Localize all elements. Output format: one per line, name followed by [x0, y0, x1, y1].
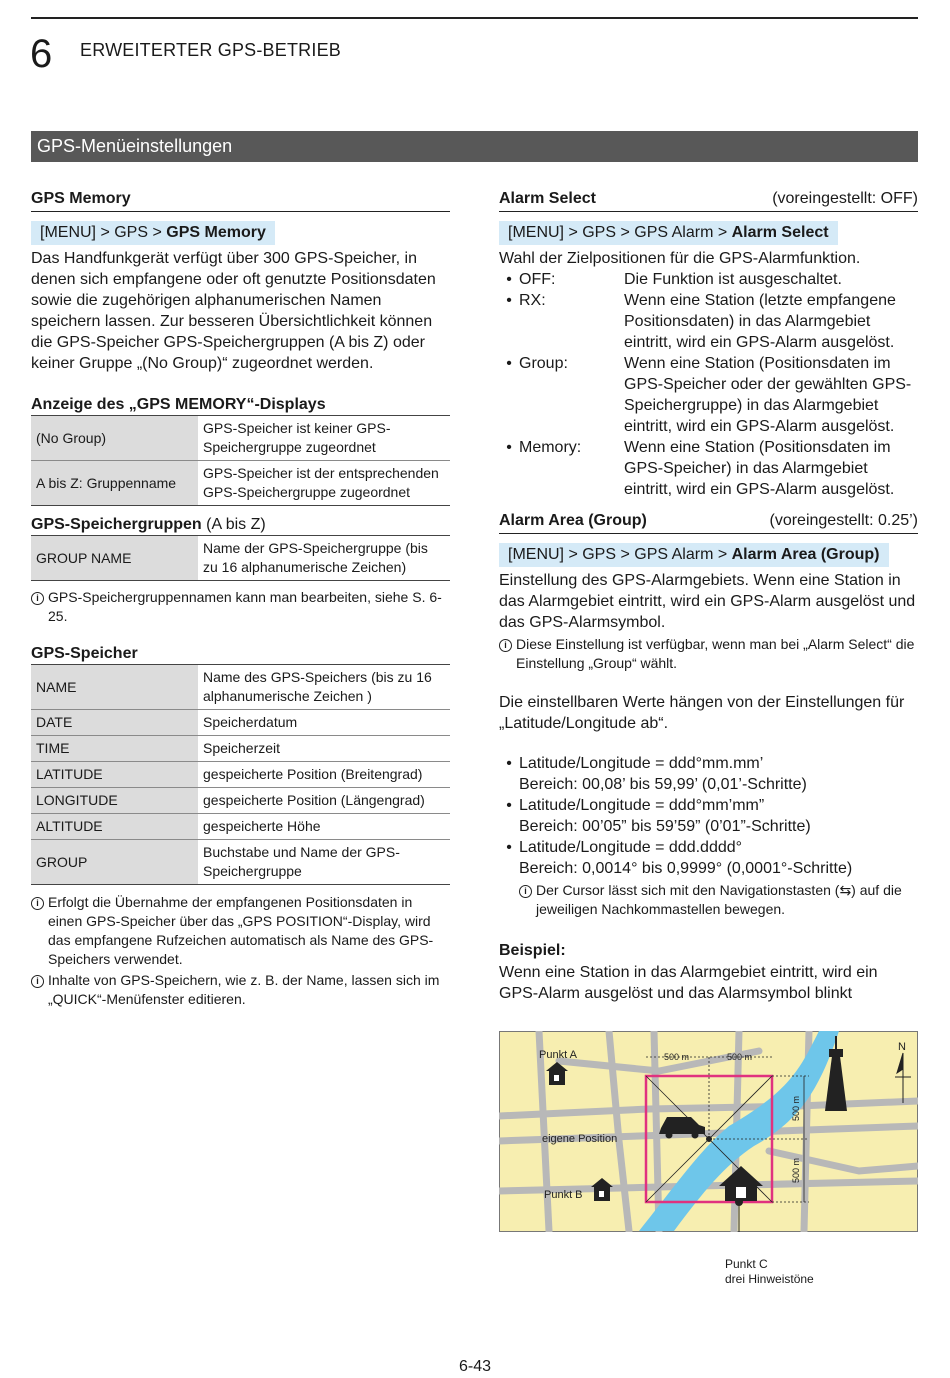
table-row: [31, 814, 450, 840]
table-key: GROUP NAME: [31, 536, 198, 581]
table-value: Name der GPS-Speichergruppe (bis zu 16 alphanumerische Zeichen): [198, 536, 450, 581]
label-north: N: [898, 1041, 906, 1053]
gps-memory-menu-path: [MENU] > GPS > GPS Memory: [31, 221, 275, 245]
info-icon: i: [31, 975, 44, 988]
table-row: [31, 736, 450, 762]
option-rx: • RX: Wenn eine Station (letzte empfangene Positionsdaten) in das Alarmgebiet eintritt, wird ein GPS-Alarm ausgelöst.: [506, 292, 896, 351]
memory-table: [31, 664, 450, 885]
alarm-area-heading: Alarm Area (Group) (voreingestellt: 0.25’): [499, 510, 918, 534]
table-key: GROUP: [31, 840, 198, 885]
section-title: GPS-Menüeinstellungen: [31, 131, 918, 162]
table-key: (No Group): [31, 416, 198, 461]
table-row: [31, 762, 450, 788]
table-row: [31, 665, 450, 710]
display-heading: Anzeige des „GPS MEMORY“-Displays: [31, 396, 326, 413]
alarm-area-default: (voreingestellt: 0.25’): [769, 512, 918, 529]
alarm-area-map: [499, 1031, 918, 1232]
table-key: DATE: [31, 710, 198, 736]
table-key: TIME: [31, 736, 198, 762]
table-value: GPS-Speicher ist der entsprechenden GPS-Speichergruppe zugeordnet: [198, 461, 450, 506]
alarm-area-description: Einstellung des GPS-Alarmgebiets. Wenn eine Station in das Alarmgebiet eintritt, wird ein GPS-Alarm ausgelöst und das GPS-Alarmsymbol.: [499, 572, 916, 631]
table-row: [31, 536, 450, 581]
table-row: [31, 416, 450, 461]
table-row: [31, 840, 450, 885]
option-memory: • Memory: Wenn eine Station (Positionsdaten im GPS-Speicher) in das Alarmgebiet eintritt, wird ein GPS-Alarm ausgelöst.: [506, 439, 895, 498]
label-punkt-b: Punkt B: [544, 1189, 583, 1201]
list-item: • Latitude/Longitude = ddd°mm.mm’ Bereich: 00,08’ bis 59,99’ (0,01’-Schritte): [506, 755, 807, 793]
list-item: • Latitude/Longitude = ddd°mm’mm” Bereich: 00’05” bis 59’59” (0’01”-Schritte): [506, 797, 811, 835]
table-value: Speicherdatum: [198, 710, 450, 736]
map-graphic: [499, 1031, 918, 1232]
values-intro: Die einstellbaren Werte hängen von der Einstellungen für „Latitude/Longitude ab“.: [499, 694, 905, 732]
alarm-select-heading: Alarm Select (voreingestellt: OFF): [499, 188, 918, 212]
table-key: NAME: [31, 665, 198, 710]
example-heading: Beispiel:: [499, 942, 566, 959]
table-value: gespeicherte Höhe: [198, 814, 450, 840]
memory-note-2: i Inhalte von GPS-Speichern, wie z. B. der Name, lassen sich im „QUICK“-Menüfenster editieren.: [31, 971, 450, 1009]
alarm-select-intro: Wahl der Zielpositionen für die GPS-Alarmfunktion.: [499, 250, 861, 267]
table-key: LONGITUDE: [31, 788, 198, 814]
table-value: Name des GPS-Speichers (bis zu 16 alphanumerische Zeichen ): [198, 665, 450, 710]
table-value: gespeicherte Position (Breitengrad): [198, 762, 450, 788]
example-text: Wenn eine Station in das Alarmgebiet eintritt, wird ein GPS-Alarm ausgelöst und das Alarmsymbol blinkt: [499, 964, 878, 1002]
label-500m-right-lower: 500 m: [791, 1157, 801, 1183]
option-group: • Group: Wenn eine Station (Positionsdaten im GPS-Speicher oder der gewählten GPS-Speichergruppe) in das Alarmgebiet eintritt, wird ein GPS-Alarm ausgelöst.: [506, 355, 912, 435]
chapter-number: 6: [30, 32, 53, 76]
punkt-c-caption: [725, 1257, 814, 1287]
alarm-area-menu-path: [MENU] > GPS > GPS Alarm > Alarm Area (Group): [499, 543, 889, 567]
label-beeps: drei Hinweistöne: [725, 1272, 814, 1286]
gps-memory-heading: GPS Memory: [31, 188, 450, 212]
page-number: 6-43: [458, 1358, 492, 1375]
left-column: [31, 188, 450, 1009]
range-list: [499, 753, 918, 879]
label-punkt-c: Punkt C: [725, 1257, 768, 1271]
label-punkt-a: Punkt A: [539, 1049, 577, 1061]
info-icon: i: [31, 897, 44, 910]
chapter-title: ERWEITERTER GPS-BETRIEB: [80, 40, 341, 60]
table-row: [31, 461, 450, 506]
info-icon: i: [519, 885, 532, 898]
table-row: [31, 710, 450, 736]
table-key: ALTITUDE: [31, 814, 198, 840]
memory-heading: GPS-Speicher: [31, 645, 138, 662]
option-off: • OFF: Die Funktion ist ausgeschaltet.: [506, 271, 842, 288]
table-value: gespeicherte Position (Längengrad): [198, 788, 450, 814]
groups-table: [31, 535, 450, 581]
table-key: A bis Z: Gruppenname: [31, 461, 198, 506]
table-value: Speicherzeit: [198, 736, 450, 762]
memory-note-1: i Erfolgt die Übernahme der empfangenen Positionsdaten in einen GPS-Speicher über das „GPS POSITION“-Display, wird das empfangene Rufzeichen automatisch als Name des GPS-Speichers verwendet.: [31, 893, 450, 969]
display-table: [31, 415, 450, 506]
right-column: [499, 188, 918, 1004]
own-position-dot: [706, 1136, 712, 1142]
info-icon: i: [499, 639, 512, 652]
alarm-select-menu-path: [MENU] > GPS > GPS Alarm > Alarm Select: [499, 221, 838, 245]
list-item: • Latitude/Longitude = ddd.dddd° Bereich: 0,0014° bis 0,9999° (0,0001°-Schritte): [506, 839, 853, 877]
groups-heading: GPS-Speichergruppen (A bis Z): [31, 516, 266, 533]
table-value: GPS-Speicher ist keiner GPS-Speichergruppe zugeordnet: [198, 416, 450, 461]
top-rule: [31, 17, 918, 19]
cursor-note: i Der Cursor lässt sich mit den Navigationstasten (⇆) auf die jeweiligen Nachkommastellen bewegen.: [519, 881, 918, 919]
label-500m-top-left: 500 m: [664, 1052, 690, 1062]
table-key: LATITUDE: [31, 762, 198, 788]
alarm-select-default: (voreingestellt: OFF): [772, 190, 918, 207]
alarm-area-note: i Diese Einstellung ist verfügbar, wenn man bei „Alarm Select“ die Einstellung „Group“ wählt.: [499, 635, 918, 673]
label-own-position: eigene Position: [542, 1133, 618, 1145]
table-value: Buchstabe und Name der GPS-Speichergruppe: [198, 840, 450, 885]
gps-memory-description: Das Handfunkgerät verfügt über 300 GPS-Speicher, in denen sich empfangene oder oft genutzte Positionsdaten sowie die zugehörigen alphanumerischen Namen speichern lassen. Zur besseren Übersichtlichkeit können die GPS-Speicher GPS-Speichergruppen (A bis Z) oder keiner Gruppe „(No Group)“ zugeordnet werden.: [31, 250, 436, 372]
table-row: [31, 788, 450, 814]
info-icon: i: [31, 592, 44, 605]
label-500m-top-right: 500 m: [727, 1052, 753, 1062]
groups-note: i GPS-Speichergruppennamen kann man bearbeiten, siehe S. 6-25.: [31, 588, 450, 626]
label-500m-right-upper: 500 m: [791, 1095, 801, 1121]
